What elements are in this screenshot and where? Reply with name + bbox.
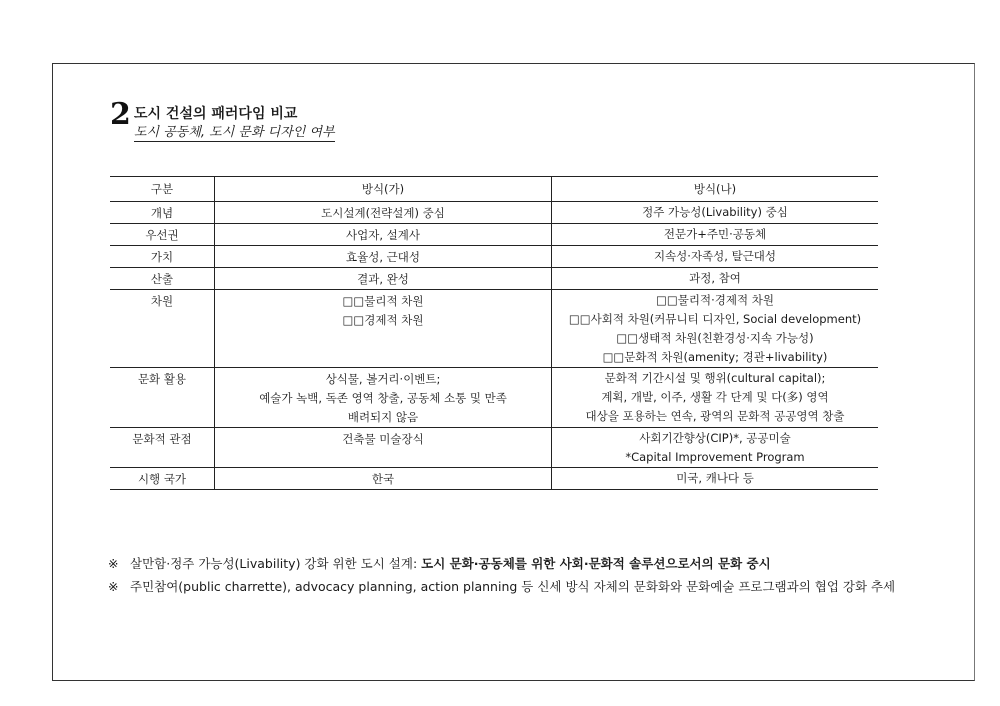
cell-line: □□생태적 차원(친환경성·지속 가능성) <box>616 331 814 345</box>
cell-line: 문화적 기간시설 및 행위(cultural capital); <box>604 371 826 385</box>
table-row <box>110 246 878 268</box>
table-row <box>110 290 878 368</box>
cell-line: 정주 가능성(Livability) 중심 <box>642 205 788 219</box>
cell-method-a <box>215 468 552 490</box>
cell-line: *Capital Improvement Program <box>625 450 805 464</box>
comparison-table <box>110 176 878 490</box>
note-mark: ※ <box>108 579 119 594</box>
note-item <box>108 553 913 574</box>
note-text <box>130 553 913 574</box>
row-label: 시행 국가 <box>110 468 215 490</box>
cell-method-b <box>552 202 879 224</box>
cell-line: 지속성·자족성, 탈근대성 <box>653 249 777 263</box>
note-text-bold: 도시 문화·공동체를 위한 사회·문화적 솔루션으로서의 문화 중시 <box>421 556 771 571</box>
cell-line: 배려되지 않음 <box>347 410 419 424</box>
note-mark: ※ <box>108 556 119 571</box>
cell-method-a <box>215 268 552 290</box>
cell-line: 예술가 녹백, 독존 영역 창출, 공동체 소통 및 만족 <box>259 391 507 405</box>
header-method-b: 방식(나) <box>552 177 879 202</box>
section-title: 도시 건설의 패러다임 비교 <box>134 106 298 122</box>
notes <box>108 553 913 599</box>
cell-line: 대상을 포용하는 연속, 광역의 문화적 공공영역 창출 <box>585 409 845 423</box>
cell-line: 건축물 미술장식 <box>342 432 424 446</box>
cell-line: □□물리적·경제적 차원 <box>656 293 774 307</box>
cell-line: 사회기간향상(CIP)*, 공공미술 <box>639 431 791 445</box>
cell-method-b <box>552 290 879 368</box>
cell-line: 과정, 참여 <box>689 271 741 285</box>
cell-line: 미국, 캐나다 등 <box>676 471 754 485</box>
cell-line: □□경제적 차원 <box>342 313 424 327</box>
header-category: 구분 <box>110 177 215 202</box>
cell-line: 도시설계(전략설계) 중심 <box>321 206 445 220</box>
note-text <box>130 576 913 597</box>
row-label: 개념 <box>110 202 215 224</box>
table-row <box>110 202 878 224</box>
cell-method-b <box>552 224 879 246</box>
row-label: 산출 <box>110 268 215 290</box>
cell-method-b <box>552 428 879 468</box>
note-text-plain: 주민참여(public charrette), advocacy planning, action planning 등 신세 방식 자체의 문화화와 문화예술 프로그램과의 협업 강화 추세 <box>130 579 896 594</box>
cell-method-a <box>215 246 552 268</box>
cell-line: 한국 <box>371 472 395 486</box>
table-header-row <box>110 177 878 202</box>
cell-line: □□사회적 차원(커뮤니티 디자인, Social development) <box>568 312 862 326</box>
table-row <box>110 368 878 428</box>
cell-method-b <box>552 468 879 490</box>
cell-method-a <box>215 224 552 246</box>
cell-line: 사업자, 설계사 <box>346 228 420 242</box>
table-row <box>110 224 878 246</box>
table-row <box>110 428 878 468</box>
cell-line: 계획, 개발, 이주, 생활 각 단계 및 다(多) 영역 <box>601 390 829 404</box>
cell-method-b <box>552 268 879 290</box>
table-row <box>110 268 878 290</box>
cell-line: 결과, 완성 <box>357 272 409 286</box>
section-number: 2 <box>110 97 131 132</box>
row-label: 문화적 관점 <box>110 428 215 468</box>
row-label: 문화 활용 <box>110 368 215 428</box>
cell-method-a <box>215 428 552 468</box>
cell-method-a <box>215 368 552 428</box>
row-label: 우선권 <box>110 224 215 246</box>
row-label: 차원 <box>110 290 215 368</box>
cell-line: 상식물, 볼거리·이벤트; <box>325 372 441 386</box>
note-item <box>108 576 913 597</box>
cell-method-b <box>552 246 879 268</box>
row-label: 가치 <box>110 246 215 268</box>
note-text-plain: 살만함·정주 가능성(Livability) 강화 위한 도시 설계: <box>130 556 422 571</box>
table-row <box>110 468 878 490</box>
header-method-a: 방식(가) <box>215 177 552 202</box>
cell-line: 효율성, 근대성 <box>346 250 420 264</box>
cell-line: 전문가+주민·공동체 <box>663 227 767 241</box>
cell-line: □□물리적 차원 <box>342 294 424 308</box>
cell-method-a <box>215 202 552 224</box>
cell-method-a <box>215 290 552 368</box>
section-subtitle: 도시 공동체, 도시 문화 디자인 여부 <box>134 121 335 142</box>
cell-line: □□문화적 차원(amenity; 경관+livability) <box>602 350 828 364</box>
cell-method-b <box>552 368 879 428</box>
